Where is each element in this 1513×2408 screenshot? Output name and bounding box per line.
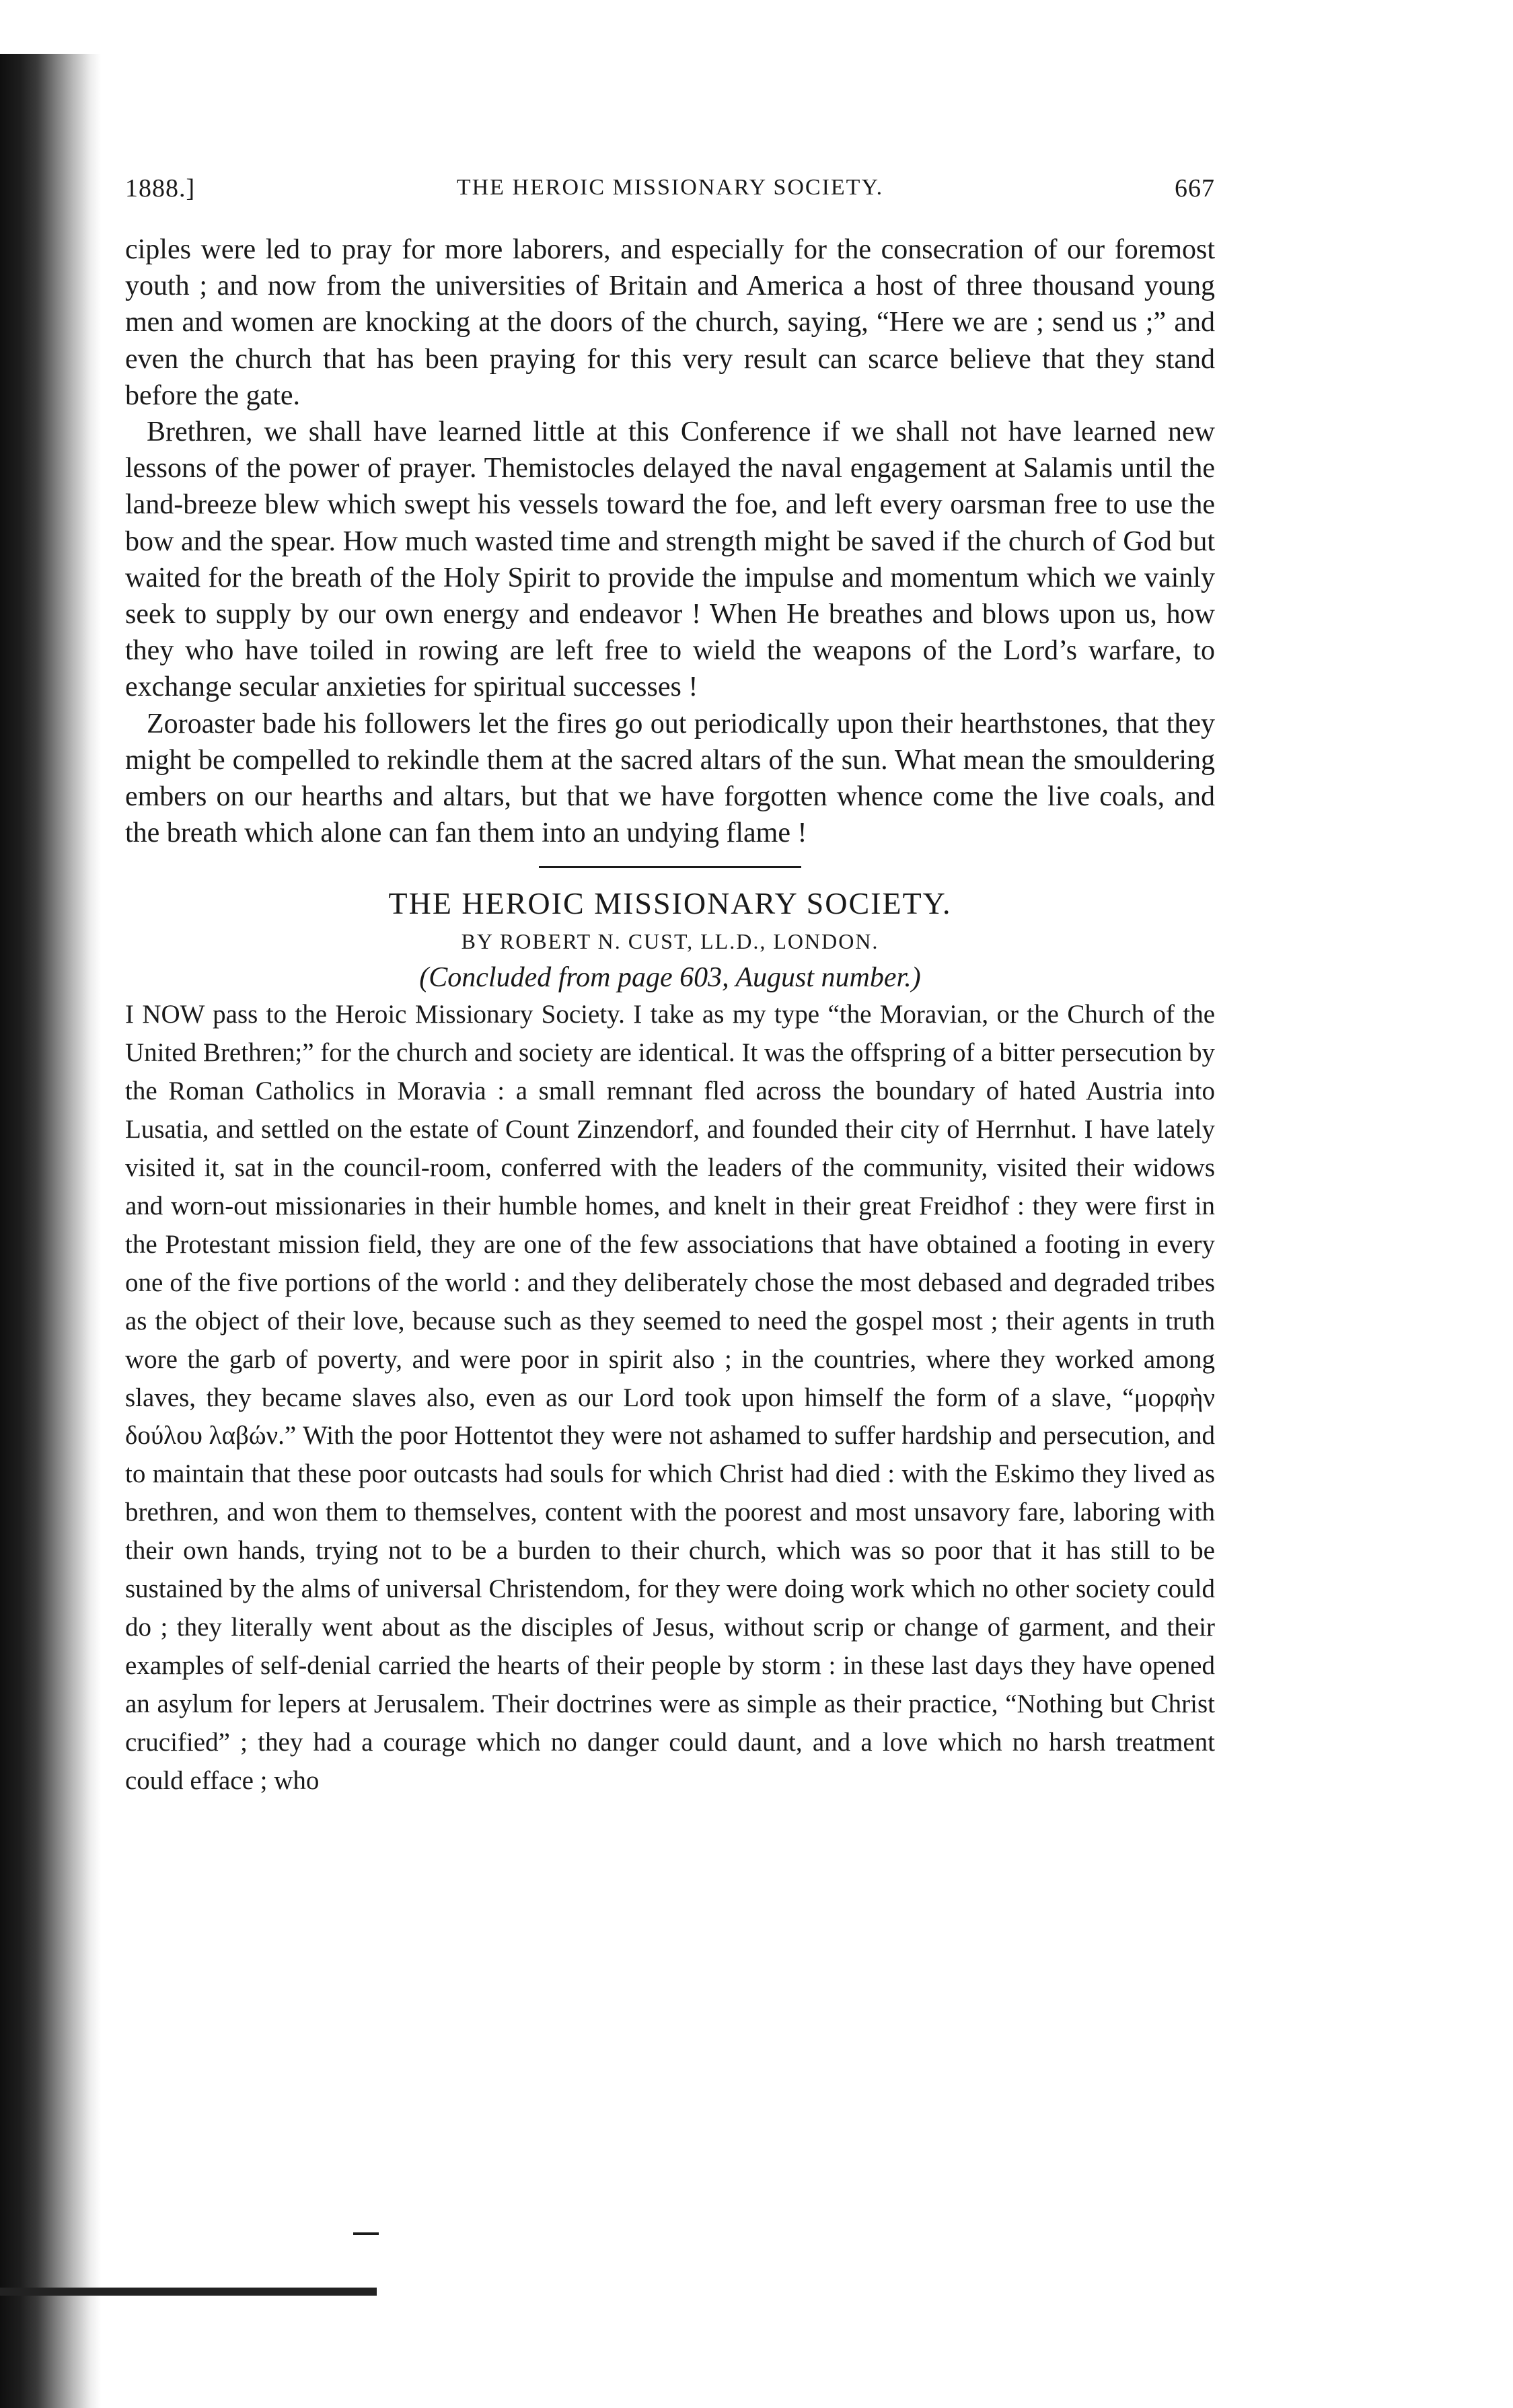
section-divider xyxy=(539,866,801,868)
page-body xyxy=(125,231,1215,1800)
header-year: 1888.] xyxy=(125,174,196,203)
paragraph-continuation: ciples were led to pray for more laborers, and especially for the consecration of our foremost youth ; and now from the universities of Britain and America a host of three thousand young men and women are knocking at the doors of the church, saying, “Here we are ; send us ;” and even the church that has been praying for this very result can scarce believe that they stand before the gate. xyxy=(125,234,1215,411)
page-end-dash xyxy=(353,2232,379,2235)
binding-shadow xyxy=(0,54,101,2408)
paragraph-zoroaster: Zoroaster bade his followers let the fires go out periodically upon their hearthstones, that they might be compelled to rekindle them at the sacred altars of the sun. What mean the smouldering embers on our hearths and altars, but that we have forgotten whence come the live coals, and the breath which alone can fan them into an undying flame ! xyxy=(125,708,1215,849)
article-body-paragraph: I NOW pass to the Heroic Missionary Society. I take as my type “the Moravian, or the Church of the United Brethren;” for the church and society are identical. It was the offspring of a bitter persecution by the Roman Catholics in Moravia : a small remnant fled across the boundary of hated Austria into Lusatia, and settled on the estate of Count Zinzendorf, and founded their city of Herrnhut. I have lately visited it, sat in the council-room, conferred with the leaders of the community, visited their widows and worn-out missionaries in their humble homes, and knelt in their great Freidhof : they were first in the Protestant mission field, they are one of the few associations that have obtained a footing in every one of the five portions of the world : and they deliberately chose the most debased and degraded tribes as the object of their love, because such as they seemed to need the gospel most ; their agents in truth wore the garb of poverty, and were poor in spirit also ; in the countries, where they worked among slaves, they became slaves also, even as our Lord took upon himself the form of a slave, “μορφὴν δούλου λαβών.” With the poor Hottentot they were not ashamed to suffer hardship and persecution, and to maintain that these poor outcasts had souls for which Christ had died : with the Eskimo they lived as brethren, and won them to themselves, content with the poorest and most unsavory fare, laboring with their own hands, trying not to be a burden to their church, which was so poor that it has still to be sustained by the alms of universal Christendom, for they were doing work which no other society could do ; they literally went about as the disciples of Jesus, without scrip or change of garment, and their examples of self-denial carried the hearts of their people by storm : in these last days they have opened an asylum for lepers at Jerusalem. Their doctrines were as simple as their practice, “Nothing but Christ crucified” ; they had a courage which no danger could daunt, and a love which no harsh treatment could efface ; who xyxy=(125,1000,1215,1795)
article-byline: BY ROBERT N. CUST, LL.D., LONDON. xyxy=(461,929,879,954)
header-running-title: THE HEROIC MISSIONARY SOCIETY. xyxy=(456,175,884,200)
article-title: THE HEROIC MISSIONARY SOCIETY. xyxy=(388,886,952,921)
article-continuation-note: (Concluded from page 603, August number.) xyxy=(419,962,921,994)
binding-edge xyxy=(0,2288,377,2296)
header-page-number: 667 xyxy=(1175,174,1215,203)
paragraph-prayer: Brethren, we shall have learned little at this Conference if we shall not have learned new lessons of the power of prayer. Themistocles delayed the naval engagement at Salamis until the land-breeze blew which swept his vessels toward the foe, and left every oarsman free to use the bow and the spear. How much wasted time and strength might be saved if the church of God but waited for the breath of the Holy Spirit to provide the impulse and momentum which we vainly seek to supply by our own energy and endeavor ! When He breathes and blows upon us, how they who have toiled in rowing are left free to wield the weapons of the Lord’s warfare, to exchange secular anxieties for spiritual successes ! xyxy=(125,416,1215,703)
